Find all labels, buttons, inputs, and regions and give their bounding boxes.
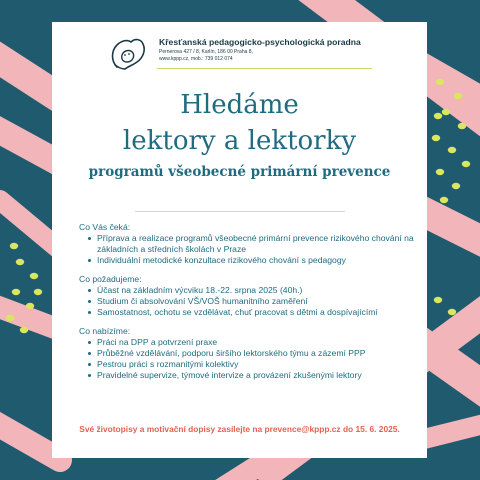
- poster-card: [52, 22, 427, 458]
- list-item: Pravidelné supervize, týmové intervize a provázení zkušenými lektory: [87, 370, 419, 381]
- yellow-dot: [436, 169, 444, 175]
- yellow-dot: [462, 161, 470, 167]
- subtitle: programů všeobecné primární prevence: [88, 164, 391, 180]
- list-item: Individuální metodické konzultace rizikového chování s pedagogy: [87, 255, 419, 266]
- organization-name: Křesťanská pedagogicko-psychologická poradna: [159, 37, 361, 47]
- section-requirements: [79, 274, 419, 318]
- yellow-dot: [442, 109, 450, 115]
- job-description: [79, 222, 419, 381]
- yellow-dot: [10, 243, 18, 249]
- section-offer: [79, 326, 419, 381]
- yellow-dot: [26, 303, 34, 309]
- yellow-dot: [16, 259, 24, 265]
- yellow-dot: [448, 147, 456, 153]
- yellow-dot: [12, 289, 20, 295]
- list-item: Příprava a realizace programů všeobecné primární prevence rizikového chování na základních a středních školách v Praze: [87, 233, 419, 255]
- yellow-dot: [30, 273, 38, 279]
- yellow-dot: [458, 123, 466, 129]
- mother-and-child-logo-icon: [107, 33, 149, 73]
- yellow-dot: [440, 197, 448, 203]
- title-line-2: lektory a lektorky: [122, 126, 357, 156]
- list-item: Pestrou práci s rozmanitými kolektivy: [87, 359, 419, 370]
- header-underline: [157, 68, 372, 69]
- bullet-list: [87, 233, 419, 266]
- list-item: Samostatnost, ochotu se vzdělávat, chuť pracovat s dětmi a dospívajícími: [87, 307, 419, 318]
- pink-stripe: [0, 200, 60, 250]
- section-expectations: [79, 222, 419, 266]
- pink-stripe: [0, 420, 60, 460]
- yellow-dot: [6, 315, 14, 321]
- section-heading: Co Vás čeká:: [79, 222, 131, 232]
- list-item: Studium či absolvování VŠ/VOŠ humanitního zaměření: [87, 296, 419, 307]
- yellow-dot: [436, 79, 444, 85]
- application-instructions: Své životopisy a motivační dopisy zasílejte na prevence@kppp.cz do 15. 6. 2025.: [79, 424, 400, 434]
- section-heading: Co požadujeme:: [79, 274, 142, 284]
- yellow-dot: [454, 93, 462, 99]
- title-line-1: Hledáme: [180, 90, 299, 120]
- yellow-dot: [34, 289, 42, 295]
- list-item: Průběžné vzdělávání, podporu širšího lektorského týmu a zázemí PPP: [87, 348, 419, 359]
- yellow-dot: [452, 183, 460, 189]
- yellow-dot: [434, 113, 442, 119]
- divider-line: [135, 211, 345, 212]
- bullet-list: [87, 337, 419, 381]
- bullet-list: [87, 285, 419, 318]
- yellow-dot: [20, 327, 28, 333]
- organization-header: [107, 33, 372, 75]
- section-heading: Co nabízíme:: [79, 326, 131, 336]
- organization-contact: www.kppp.cz, mob.: 739 012 074: [159, 56, 233, 62]
- list-item: Účast na základním výcviku 18.-22. srpna 2025 (40h.): [87, 285, 419, 296]
- pink-stripe: [420, 420, 480, 440]
- yellow-dot: [448, 309, 456, 315]
- list-item: Práci na DPP a potvrzení praxe: [87, 337, 419, 348]
- organization-address: Pernerova 427 / 8, Karlín, 186 00 Praha 8,: [159, 49, 253, 55]
- yellow-dot: [434, 297, 442, 303]
- yellow-dot: [432, 135, 440, 141]
